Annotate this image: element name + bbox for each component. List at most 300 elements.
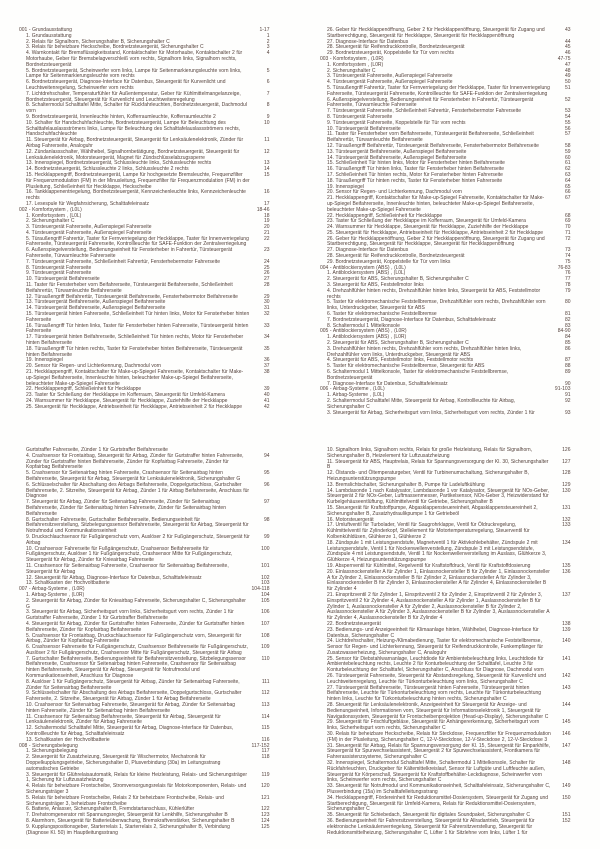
entry-page-number: 92 [564, 398, 571, 404]
toc-entry-row [26, 51, 269, 68]
entry-page-number: 52 [564, 96, 571, 103]
entry-text: 10. Signalhorn links, Signalhorn rechts, Relais für große Heizleistung, Relais für Signalhorn, Sicherungshalter B, Heizelement für Luftzusatzheizung [327, 447, 533, 459]
entry-text: 5. Crashsensor für Frontairbag, Druckschlauchsensor für Fußgängerschutz vorn, Steuergerät für Airbag, Zünder für Kopfairbag Fahrerseite [26, 632, 242, 645]
entry-text: 3. Drehzahlfühler hinten rechts, Drehzahlfühler vorn rechts, Drehzahlfühler hinten links, Drehzahlfühler vorn links, Unterdruckgeber, Steuergerät für ABS [327, 345, 522, 358]
entry-text: 11. Steuergerät für ABS, Hauptrelais, Relais für Spannungsversorgung der Kl. 30, Sicherungshalter B [327, 458, 549, 471]
entry-page-number: 65 [564, 183, 571, 190]
entry-page-number: 39 [263, 386, 270, 393]
entry-text: 18. Türaußengriff Tür hinten rechts, Taster für Fensterheber hinten Beifahrerseite, Türsteuergerät hinten Beifahrerseite [26, 345, 243, 358]
entry-text: 4. Relais für beheizbare Frontscheibe, Stromversorgungsrelais für Motorkomponenten, Relais- und Sicherungsträger 3 [26, 783, 247, 796]
entry-text: 30. Relais für beheizbare Heckscheibe, Relais für Steckdose, Frequenzfilter für Frequenzmodulation (FM) in der Plusleitung, Sicherungshalter C, 12-V-Steckdose, 12-V-Steckdose 2, 12-V-Steckdose 3 [327, 731, 551, 743]
entry-text: 23. Taster für Schließung der Heckklappe im Kofferraum, Steuergerät für Umfeld-Kamera [327, 218, 526, 225]
entry-text: 3. Türsteuergerät Fahrerseite, Außenspiegel Fahrerseite [327, 73, 453, 80]
entry-text: 19. Innenspiegel [327, 183, 364, 190]
entry-text: 4. Türsteuergerät Fahrerseite, Außenspiegel Fahrerseite [327, 79, 453, 86]
entry-text: 11. Crashsensor für Seitenairbag Beifahrerseite, Steuergerät für Airbag, Steuergerät für Lenksäulenelektronik, Zünder für Airbag Fahrerseite [26, 713, 221, 726]
toc-entry-row [327, 819, 570, 836]
entry-page-number: 145 [562, 719, 571, 726]
entry-page-number: 51 [564, 84, 571, 91]
toc-entry-row [327, 657, 570, 674]
entry-page-number: 120 [261, 783, 270, 790]
entry-text: 1. Antiblockiersystem (ABS) , (L0R) [327, 334, 407, 341]
entry-page-number: 103 [261, 580, 270, 587]
entry-page-number: 9 [266, 113, 270, 120]
entry-text: 21. Heckklappengriff, Kontaktschalter für Make-up-Spiegel Fahrerseite, Kontaktschalter für Make-up-Spiegel Beifahrerseite, Innenleuchte hinten, beleuchteter Make-up-Spiegel Beifahrerseite, beleuchteter Make-up-Spiegel Fahrerseite [26, 369, 244, 387]
entry-page-number: 97 [263, 499, 270, 506]
entry-text: 9. Schlüsselschalter für Abschaltung des Airbags Beifahrerseite, Doppelgurtschloss, Gurtschalter Fahrerseite, 2. Sitzreihe, Steuergerät für Airbag, Zünder 1 für Airbag Beifahrerseite [26, 690, 242, 703]
entry-text: 20. Einlassnockensteller A für Zylinder 1, Einlassnockensteller B für Zylinder 1, Einlassnockensteller A für Zylinder 2, Einlassnockensteller B für Zylinder 2, Einlassnockensteller A für Zylinder 3, Einlassnockensteller B für Zylinder 3, Einlassnockensteller A für Zylinder 4, Einlassnockensteller B für Zylinder 4 [327, 568, 550, 593]
entry-page-number: 31 [263, 305, 270, 312]
entry-text: 15. Schließeinheit Tür hinten links, Motor für Fensterheber hinten Beifahrerseite [327, 160, 505, 167]
entry-page-number: 133 [562, 522, 571, 529]
entry-page-number: 77 [564, 276, 571, 283]
entry-text: 5. Taster für elektromechanische Feststellbremse, Drehzahlfühler vorn rechts, Drehzahlfühler vorn links, Unterdruckgeber, Steuergerät für ABS [327, 299, 546, 312]
entry-text: 7. Diagnose-Interface für Datenbus, Schalttafeleinsatz [327, 380, 448, 387]
entry-page-number: 132 [562, 516, 571, 523]
entry-page-number: 69 [564, 218, 571, 225]
entry-page-number: 42 [263, 403, 270, 410]
entry-page-number: 88 [564, 363, 571, 370]
entry-page-number: 16 [263, 189, 270, 196]
entry-page-number: 112 [261, 690, 270, 697]
entry-text: 3. Steuergerät für Glührelaisautomatik, Relais für kleine Heizleistung, Relais- und Sicherungsträger 1, Sicherung für Luftzusatzheizung [26, 771, 247, 784]
entry-page-number: 124 [261, 818, 270, 824]
entry-page-number: 1-17 [259, 27, 270, 33]
entry-page-number: 11 [264, 137, 270, 144]
toc-entry-row [327, 196, 570, 213]
entry-page-number: 115 [261, 725, 270, 732]
toc-entry-row [327, 593, 570, 622]
entry-page-number: 54 [564, 113, 571, 120]
toc-entry-row [327, 639, 570, 656]
entry-page-number: 47 [564, 61, 571, 68]
entry-page-number: 131 [562, 504, 571, 511]
entry-text: 15. Heckklappengriff, Bordnetzsteuergerät, Lampe für hochgesetzte Bremsleuchte, Frequenzfilter für Frequenzmodulation (FM) in der Minusleitung, Frequenzfilter für Frequenzmodulation (FM) in der Plusleitung, Schließeinheit für Heckklappe, Heckscheibe [26, 171, 250, 190]
toc-column-bottom-left [19, 448, 269, 836]
toc-entry-row [26, 825, 269, 837]
entry-text: 14. Bordnetzsteuergerät, Schlussleuchte 2 links, Schlussleuchte 2 rechts [26, 166, 189, 173]
entry-page-number: 1 [266, 32, 270, 39]
entry-page-number: 146 [562, 731, 571, 738]
entry-text: 16. Tankklappenentriegelung, Bordnetzsteuergerät, Kennzeichenleuchte links, Kennzeichenleuchte rechts [26, 189, 246, 202]
entry-page-number: 57 [564, 131, 571, 138]
entry-page-number: 86 [564, 345, 571, 352]
entry-text: 11. Taster für Fensterheber vorn Beifahrerseite, Türsteuergerät Beifahrerseite, Schließeinheit Beifahrertür, Türwarnleuchte Beifahrerseite [26, 282, 233, 294]
entry-text: 1. Komfortsystem , (L0L) [26, 212, 82, 219]
entry-page-number: 117-152 [251, 742, 270, 749]
entry-text: 36. Bedienungseinheit für Fahrersitzverstellung, Steuergerät für Allradantrieb, Steuergerät für elektronische Lenksäulenverriegelung, Steuergerät für Fahrersitzverstellung, Steuergerät für Reduktionsmittelheizung, Sicherungshalter C, Lüfter 1 für Sitzlehne vorn links, Lüfter 1 für [327, 818, 535, 836]
entry-page-number: 91 [564, 392, 571, 399]
entry-text: 008 - Sicherungsbelegung [19, 742, 78, 749]
toc-entry-row [26, 121, 269, 138]
entry-page-number: 20 [263, 224, 270, 231]
toc-entry-row [327, 761, 570, 784]
entry-text: 15. Türsteuergerät hinten Fahrerseite, Schließeinheit Tür hinten links, Motor für Fensterheber hinten Fahrerseite [26, 311, 250, 323]
entry-page-number: 137 [562, 591, 571, 598]
entry-text: 007 - Airbag-Systeme , (L0R) [19, 586, 85, 593]
entry-page-number: 71 [564, 229, 571, 236]
entry-page-number: 102 [261, 574, 270, 581]
entry-page-number: 27 [263, 276, 270, 283]
entry-text: 12. Zündanlassschalter, Wählhebel, Signalhornbetätigung, Bordnetzsteuergerät, Steuergerät für Lenksäulenelektronik, Motorsteuergerät, Magnet für Zündschlüsselabzugssperre [26, 148, 240, 161]
index-page-top [19, 28, 589, 416]
toc-column-bottom-right [320, 448, 570, 836]
entry-text: 12. Ölstands- und Öltemperaturgeber, Ventil für Turbinenumschaltung, Sicherungshalter B, Heizungsunterstützungspumpe [327, 470, 529, 482]
entry-text: 6. Schaltermodul 1 Mittelkonsole, Taster für elektromechanische Feststellbremse, Bordnetzsteuergerät [327, 369, 509, 381]
toc-entry-row [327, 541, 570, 564]
entry-text: 001 - Grundausstattung [19, 27, 72, 33]
toc-entry-row [327, 703, 570, 720]
entry-text: 27. Diagnose-Interface für Datenbus [327, 38, 409, 45]
entry-text: 18. Zündspule 1 mit Leistungsendstufe, Magnetventil 1 für Aktivkohlebehälter, Zündspule 2 mit Leistungsendstufe, Ventil 1 für Nockenwellenverstellung, Zündspule 3 mit Leistungsendstufe, Zündspule 4 mit Leistungsendstufe, Ventil 1 für Nockenwellenverstellung im Auslass, Glühkerze 3, Glühkerze 4, Heizungsunterstützungspumpe [327, 539, 547, 564]
entry-text: 4. Crashsensor für Frontairbag, Steuergerät für Airbag, Zünder für Gurtstraffer hinten Fahrerseite, Zünder für Gurtstraffer hinten Beifahrerseite, Zünder für Kopfairbag Fahrerseite, Zünder für Kopfairbag Beifahrerseite [26, 452, 244, 471]
entry-page-number: 148 [562, 760, 571, 767]
entry-page-number: 85 [564, 340, 571, 347]
entry-page-number: 41 [263, 398, 270, 404]
entry-page-number: 64 [564, 177, 571, 184]
entry-page-number: 114 [261, 713, 270, 720]
entry-page-number: 34 [263, 334, 270, 341]
entry-text: 5. Bordnetzsteuergerät, Scheinwerfer vorn links, Lampe für Seitenmarkierungsleuchte vorn links, Lampe für Seitenmarkierungsleuchte vorn rechts [26, 67, 242, 80]
entry-text: 4. Drehzahlfühler hinten rechts, Drehzahlfühler hinten links, Steuergerät für ABS, Feststellmotor rechts [327, 287, 541, 300]
entry-text: 4. Warnkontakt für Bremsflüssigkeitsstand, Kontaktschalter für Motorhaube, Kontaktschalter 2 für Motorhaube, Geber für Bremsbelagverschleiß vorn rechts, Signalhorn links, Signalhorn rechts, Bordnetzsteuergerät [26, 50, 243, 68]
entry-text: 19. Innenspiegel [26, 357, 63, 364]
entry-page-number: 38 [263, 369, 270, 376]
entry-page-number: 32 [263, 311, 270, 318]
toc-entry-row [327, 523, 570, 540]
entry-text: 14. Lambdasonde 1 nach Katalysator, Lambdasonde 1 vor Katalysator, Steuergerät für NOx-Geber, Steuergerät 2 für NOx-Geber, Luftmassenmesser, Partikelsensor, NOx-Geber 3, Heizwiderstand für Kurbelgehäuseentlüftung, Kühlmittelventil für Getriebe, Sicherungshalter B [327, 487, 550, 506]
entry-text: 14. Türsteuergerät Beifahrerseite, Außenspiegel Beifahrerseite [26, 305, 166, 312]
entry-page-number: 2 [266, 38, 270, 45]
entry-page-number: 98 [263, 516, 270, 523]
entry-text: 27. Diagnose-Interface für Datenbus [327, 247, 409, 254]
entry-text: 4. Steuergerät für Airbag, Zünder für Gurtstraffer hinten Fahrerseite, Zünder für Gurtstraffer hinten Beifahrerseite, Zünder für Kopfairbag Beifahrerseite [26, 620, 245, 633]
entry-page-number: 56 [564, 125, 571, 132]
entry-page-number: 107 [261, 620, 270, 627]
toc-entry-row [26, 370, 269, 387]
entry-text: 3. Türsteuergerät Fahrerseite, Außenspiegel Fahrerseite [26, 224, 152, 231]
entry-text: 2. Sicherungshalter C [26, 218, 75, 225]
entry-page-number: 143 [562, 684, 571, 691]
entry-page-number: 33 [263, 322, 270, 329]
entry-page-number: 24 [263, 258, 270, 265]
entry-text: 28. Steuergerät für Reifendruckkontrolle, Bordnetzsteuergerät [327, 253, 465, 260]
entry-page-number: 129 [562, 481, 571, 488]
entry-page-number: 99 [263, 533, 270, 540]
entry-text: 11. Taster für Fensterheber vorn Beifahrerseite, Türsteuergerät Beifahrerseite, Schließeinheit Beifahrertür, Türwarnleuchte Beifahrerseite [327, 131, 534, 144]
entry-page-number: 138 [562, 620, 571, 627]
entry-text: 9. Druckschlauchsensor für Fußgängerschutz vorn, Auslöser 2 für Fußgängerschutz, Steuergerät für Airbag [26, 533, 250, 546]
entry-page-number: 130 [562, 487, 571, 494]
entry-text: 11. Steuergerät für Airbag, Bordnetzsteuergerät, Steuergerät für Lenksäulenelektronik, Zünder für Airbag Fahrerseite, Analoguhr [26, 137, 244, 149]
entry-page-number: 47-75 [557, 55, 571, 62]
index-page-bottom [19, 448, 589, 836]
entry-text: 23. Bedienungs- und Anzeigeeinheit für Klimaanlage hinten, Wählhebel, Diagnose-Interface für Datenbus, Sicherungshalter C [327, 626, 539, 639]
entry-text: 14. Türsteuergerät Beifahrerseite, Außenspiegel Beifahrerseite [327, 154, 467, 161]
entry-text: 6. Schlüsselschalter für Abschaltung des Airbags Beifahrerseite, Doppelgurtschloss, Gurtschalter Beifahrerseite, 2. Sitzreihe, Steuergerät für Airbag, Zünder 1 für Airbag Beifahrerseite, Anschluss für Diagnose [26, 481, 250, 500]
entry-text: 13. Bremslichtschalter, Sicherungshalter B, Pumpe für Ladeluftkühlung [327, 481, 485, 488]
entry-text: 4. Türsteuergerät Fahrerseite, Außenspiegel Fahrerseite [26, 229, 152, 236]
entry-text: 34. Heckklappengriff, Fördereinheit für Reduktionsmittel-Dosiersystem, Steuergerät für Zugang und Startberechtigung, Steuergerät für Umfeld-Kamera, Relais für Reduktionsmittel-Dosiersystem, Sicherungshalter C [327, 794, 549, 813]
entry-page-number: 83 [564, 322, 571, 329]
entry-page-number: 40 [263, 392, 270, 399]
entry-text: 8. Gurtschalter Fahrerseite, Gurtschalter Beifahrerseite, Bedienungseinheit für Beifahrersitzverstellung, Sitzbelegungssensor Beifahrerseite, Steuergerät für Airbag, Steuergerät für Notrufmodul und Kommunikationseinheit [26, 516, 249, 535]
entry-text: 8. Türsteuergerät Fahrerseite [327, 113, 393, 120]
entry-text: 29. Steuergerät für Frischluftgebläse, Steuergerät für Anhängererkennung, Sicherheitsgurt vorn links, Sicherheitsgurt vorn rechts, Sicherungshalter C [327, 719, 540, 732]
entry-page-number: 93 [564, 409, 571, 416]
entry-text: 27. Türsteuergerät Beifahrerseite, Türsteuergerät hinten Fahrerseite, Türsteuergerät hinten Beifahrerseite, Leuchte für Türkonturbeleuchtung vorn rechts, Leuchte für Türkonturbeleuchtung hinten links, Leuchte für Türkonturbeleuchtung hinten rechts, Sicherungshalter C [327, 684, 542, 703]
entry-page-number: 152 [562, 818, 571, 824]
toc-entry-row [327, 570, 570, 593]
entry-text: 24. Warnsummer für Heckklappe, Steuergerät für Heckklappe, Zuziehhilfe der Heckklappe [327, 224, 529, 231]
entry-page-number: 25 [263, 264, 270, 271]
entry-text: 3. Steuergerät für Airbag, Sicherheitsgurt vorn links, Sicherheitsgurt vorn rechts, Zünder 1 für Gurtstraffer Fahrerseite, Zünder 1 für Gurtstraffer Beifahrerseite [26, 609, 234, 622]
entry-page-number: 5 [266, 67, 270, 74]
toc-entry-row [327, 411, 570, 417]
entry-text: 8. Auslöser 1 für Fußgängerschutz, Steuergerät für Airbag, Zünder für Seitenairbag Fahrerseite, Zünder für Seitenairbag Beifahrerseite [26, 678, 240, 691]
entry-text: 1. Komfortsystem , (L0R) [327, 61, 384, 68]
entry-text: 13. Innenspiegel, Bordnetzsteuergerät, Schlussleuchte links, Schlussleuchte rechts [26, 160, 212, 167]
entry-text: 8. Türsteuergerät Fahrerseite [26, 264, 92, 271]
entry-page-number: 29 [263, 293, 270, 300]
entry-text: 25. Steuergerät für Heckklappe, Antriebseinheit für Heckklappe, Antriebseinheit 2 für Heckklappe [26, 403, 243, 410]
entry-text: 5. Türaußengriff Fahrertür, Taster für Fernverriegelung der Heckklappe, Taster für Innenverriegelung Fahrerseite, Türsteuergerät Fahrerseite, Kontrollleuchte für SAFE-Funktion der Zentralverriegelung [327, 84, 550, 97]
entry-text: 25. Steuergerät für Heckklappe, Antriebseinheit für Heckklappe, Antriebseinheit 2 für Heckklappe [327, 229, 544, 236]
entry-text: 22. Heckklappengriff, Schließeinheit für Heckklappe [26, 386, 142, 393]
entry-text: 6. Batterie, Anlasser, Sicherungshalter B, Fremdstartanschluss, Kühlerlüfter [26, 806, 195, 813]
entry-text: 1. Grundausstattung [26, 32, 72, 39]
entry-page-number: 84 [564, 334, 571, 341]
entry-text: 8. Schaltermodul 1 Mittelkonsole [327, 322, 400, 329]
entry-text: 003 - Komfortsystem , (L0R) [320, 55, 384, 62]
entry-page-number: 72 [564, 235, 571, 242]
entry-text: 24. Lichtdrehschalter, Heizung-/Klimabedienung, Taster für elektromechanische Feststellbremse, Sensor für Regen- und Lichterkennung, Steuergerät für Reifendruckkontrolle, Funkempfänger für Zusatzwasserheizung, Sicherungshalter C, Analoguhr [327, 638, 544, 656]
entry-page-number: 62 [564, 166, 571, 173]
entry-text: 7. Bordnetzsteuergerät, Diagnose-Interface für Datenbus, Schalttafeleinsatz [327, 316, 496, 323]
toc-entry-row [26, 173, 269, 190]
entry-text: 26. Geber für Heckklappenöffnung, Geber 2 für Heckklappenöffnung, Steuergerät für Zugang und Startberechtigung, Steuergerät für Heckklappe, Steuergerät für Heckklappenöffnung [327, 27, 545, 39]
entry-page-number: 66 [564, 189, 571, 196]
toc-entry-row [26, 454, 269, 471]
entry-page-number: 136 [562, 568, 571, 575]
entry-page-number: 113 [261, 702, 270, 709]
entry-page-number: 118 [261, 754, 270, 761]
entry-text: 1. Antiblockiersystem (ABS) , (L0L) [327, 270, 406, 277]
entry-page-number: 119 [261, 771, 270, 778]
entry-page-number: 81 [564, 311, 571, 318]
entry-page-number: 110 [261, 655, 270, 662]
entry-text: 2. Steuergerät für Zusatzheizung, Steuergerät für Wischermotor, Mechatronik für Doppelkupplungsgetriebe, Sicherungshalter D, Plusverbindung (30a) im Leitungsstrang automatisches Getriebe [26, 754, 221, 772]
entry-page-number: 70 [564, 224, 571, 231]
entry-page-number: 142 [562, 673, 571, 680]
toc-column-top-right [320, 28, 570, 416]
entry-page-number: 111 [261, 678, 270, 685]
entry-page-number: 58 [564, 142, 571, 149]
entry-text: 9. Türsteuergerät Fahrerseite [26, 270, 92, 277]
entry-page-number: 141 [562, 655, 571, 662]
entry-page-number: 90 [564, 380, 571, 387]
entry-text: 11. Crashsensor für Seitenairbag Fahrerseite, Crashsensor für Seitenairbag Beifahrerseite, Steuergerät für Airbag [26, 562, 229, 575]
entry-page-number: 44 [564, 38, 571, 45]
entry-page-number: 125 [261, 823, 270, 830]
entry-text: 10. Crashsensor Fahrerseite für Fußgängerschutz, Crashsensor Beifahrerseite für Fußgängerschutz, Auslöser 1 für Fußgängerschutz, Crashsensor Mitte für Fußgängerschutz, Steuergerät für Airbag, Zünder für Knieairbag Fahrerseite [26, 545, 233, 564]
entry-page-number: 121 [261, 794, 270, 801]
entry-page-number: 26 [263, 270, 270, 277]
entry-page-number: 63 [564, 171, 571, 178]
entry-text: 7. Drehstromgenerator mit Spannungsregler, Steuergerät für Lenkhilfe, Sicherungshalter B [26, 812, 228, 819]
entry-text: 35. Steuergerät für Schiebedach, Steuergerät für digitales Soundpaket, Sicherungshalter C [327, 812, 531, 819]
entry-page-number: 67 [564, 195, 571, 202]
entry-page-number: 78 [564, 282, 571, 289]
entry-text: 33. Steuergerät für Notrufmodul und Kommunikationseinheit, Schalttafeleinsatz, Sicherungshalter C, Plusverbindung (15a) im Schalttafelleitungsstrang [327, 783, 551, 796]
entry-page-number: 151 [562, 812, 571, 819]
entry-text: 6. Taster für elektromechanische Feststellbremse [327, 311, 437, 318]
entry-page-number: 95 [263, 470, 270, 477]
entry-page-number: 28 [263, 282, 270, 289]
entry-page-number: 91-103 [554, 386, 571, 393]
entry-page-number: 59 [564, 148, 571, 155]
entry-text: 6. Bordnetzsteuergerät, Diagnose-Interface für Datenbus, Steuergerät für Kurvenlicht und Leuchtweitenregelung, Scheinwerfer vorn rechts [26, 79, 226, 91]
entry-page-number: 4 [266, 50, 270, 57]
entry-page-number: 18 [263, 212, 270, 219]
entry-text: 2. Steuergerät für Airbag, Zünder für Knieairbag Fahrerseite, Sicherungshalter C, Sicherungshalter G [26, 597, 246, 610]
entry-text: 12. Türaußengriff Beifahrertür, Türsteuergerät Beifahrerseite, Fensterhebermotor Beifahrerseite [327, 142, 539, 149]
entry-text: 7. Türsteuergerät Fahrerseite, Schließeinheit Fahrertür, Fensterhebermotor Fahrerseite [327, 108, 521, 115]
entry-text: 7. Türsteuergerät Fahrerseite, Schließeinheit Fahrertür, Fensterhebermotor Fahrerseite [26, 258, 220, 265]
entry-page-number: 13 [263, 160, 270, 167]
entry-text: 16. Türaußengriff Tür hinten links, Taster für Fensterheber hinten Beifahrerseite [327, 166, 505, 173]
entry-text: 2. Schaltermodul Schalttafel Mitte, Steuergerät für Airbag, Kontrollleuchte für Airbag, Sicherungshalter C [327, 398, 516, 410]
entry-page-number: 104-118 [251, 586, 270, 593]
entry-text: 1. Airbag-Systeme , (L0R) [26, 591, 85, 598]
entry-page-number: 101 [261, 562, 270, 569]
entry-text: 29. Bordnetzsteuergerät, Koppelstelle für Tür vorn rechts [327, 50, 455, 57]
entry-text: 17. Türsteuergerät hinten Beifahrerseite, Schließeinheit Tür hinten rechts, Motor für Fensterheber hinten Beifahrerseite [26, 334, 244, 347]
entry-page-number: 94 [263, 452, 270, 459]
entry-text: 10. Crashsensor für Seitenairbag Fahrerseite, Steuergerät für Airbag, Zünder für Seitenairbag hinten Fahrerseite, Zünder für Seitenairbag hinten Beifahrerseite [26, 702, 236, 714]
entry-page-number: 128 [562, 470, 571, 477]
entry-page-number: 60 [564, 154, 571, 161]
entry-page-number: 48 [564, 67, 571, 74]
entry-text: 3. Relais für beheizbare Heckscheibe, Bordnetzsteuergerät, Sicherungshalter C [26, 44, 204, 51]
entry-page-number: 84-90 [557, 328, 571, 335]
entry-text: 26. Türsteuergerät Fahrerseite, Steuergerät für Abstandsregelung, Steuergerät für Kurvenlicht und Leuchtweitenregelung, Leuchte für Türkonturbeleuchtung vorn links, Sicherungshalter C [327, 673, 547, 685]
entry-text: 5. Türaußengriff Fahrertür, Taster für Fernverriegelung der Heckklappe, Taster für Innenverriegelung Fahrerseite, Türsteuergerät Fahrerseite, Kontrollleuchte für SAFE-Funktion der Zentralverriegelung [26, 235, 249, 248]
entry-page-number: 89 [564, 369, 571, 376]
entry-text: 1. Sicherungsbelegung [26, 748, 78, 755]
entry-page-number: 35 [263, 345, 270, 352]
entry-text: 28. Steuergerät für Lenksäulenelektronik, Anzeigeeinheit für Steuergerät für Anzeige- und Bedienungseinheit, Informationen vorn, Steuergerät für Informationselektronik 1, Steuergerät für Navigationssystem, Steuergerät für Frontscheibenprojektion (Head-up-Display), Sicherungshalter C [327, 702, 549, 720]
entry-text: 4. Steuergerät für ABS, Feststellmotor links, Feststellmotor rechts [327, 357, 474, 364]
toc-entry-row [327, 796, 570, 813]
entry-page-number: 87 [564, 357, 571, 364]
entry-page-number: 127 [562, 458, 571, 465]
toc-column-top-left [19, 28, 269, 416]
entry-text: Gurtstraffer Fahrerseite, Zünder 1 für Gurtstraffer Beifahrerseite [26, 447, 168, 453]
entry-page-number: 76-83 [557, 264, 571, 271]
toc-entry-row [327, 686, 570, 703]
entry-text: 10. Schalter für Handschuhfachleuchte, Bordnetzsteuergerät, Lampe für Beleuchtung des Schalttafelauslassströmers links, Lampe für Beleuchtung des Schalttafelauslassströmers rechts, Handschuhfachleuchte [26, 119, 240, 138]
entry-text: 24. Warnsummer für Heckklappe, Steuergerät für Heckklappe, Zuziehhilfe der Heckklappe [26, 398, 228, 404]
entry-page-number: 15 [263, 171, 270, 178]
entry-text: 17. Umluftventil für Turbolader, Ventil für Saugrohrklappe, Ventil für Öldruckregelung, Kühlmittelventil für Zylinderkopf, Stellelement für Motortemperaturregelung, Steuerventil für Kolbenkühldüsen, Glühkerze 1, Glühkerze 2 [327, 522, 530, 540]
entry-page-number: 117 [261, 748, 270, 755]
entry-text: 28. Steuergerät für Reifendruckkontrolle, Bordnetzsteuergerät [327, 44, 465, 51]
entry-page-number: 7 [266, 90, 270, 97]
entry-page-number: 61 [564, 160, 571, 167]
entry-page-number: 116 [261, 736, 270, 743]
entry-text: 9. Kupplungspositionsgeber, Starterrelais 1, Starterrelais 2, Sicherungshalter B, Verbindung (Diagnose Kl. 50) im Hauptleitungsstrang [26, 823, 230, 836]
entry-page-number: 74 [564, 253, 571, 260]
entry-text: 5. Taster für elektromechanische Feststellbremse, Steuergerät für ABS [327, 363, 485, 370]
entry-text: 7. Gurtschalter Beifahrerseite, Bedienungseinheit für Beifahrersitzverstellung, Sitzbelegungssensor Beifahrerseite, Crashsensor für Seitenairbag hinten Fahrerseite, Crashsensor für Seitenairbag hinten Beifahrerseite, Steuergerät für Airbag, Steuergerät für Notrufmodul und Kommunikationseinheit, Anschluss für Diagnose [26, 655, 246, 680]
toc-entry-row [26, 483, 269, 500]
entry-text: 25. Sensor für Diebstahlwarnanlage, Leuchtdiode für Ambientebeleuchtung links, Leuchtdiode für Ambientebeleuchtung rechts, Leuchte 2 für Konturbeleuchtung der Schalttafel, Leuchte 3 für Konturbeleuchtung der Schalttafel, Sicherungshalter C, Anschluss für Diagnose, Dachmodul vorn [327, 655, 544, 674]
toc-entry-row [26, 500, 269, 517]
entry-page-number: 149 [562, 783, 571, 790]
entry-text: 5. Relais für beheizbare Frontscheibe, Relais 2 für beheizbare Frontscheibe, Relais- und Sicherungsträger 3, beheizbare Frontscheibe [26, 794, 224, 807]
entry-text: 18. Türaußengriff Tür hinten rechts, Taster für Fensterheber hinten Fahrerseite [327, 177, 503, 184]
entry-text: 002 - Komfortsystem , (L0L) [19, 206, 82, 213]
entry-page-number: 147 [562, 742, 571, 749]
entry-page-number: 75 [564, 258, 571, 265]
entry-page-number: 126 [562, 447, 571, 453]
entry-text: 12. Türaußengriff Beifahrertür, Türsteuergerät Beifahrerseite, Fensterhebermotor Beifahrerseite [26, 293, 238, 300]
entry-page-number: 10 [263, 119, 270, 126]
entry-page-number: 96 [263, 481, 270, 488]
entry-text: 5. Crashsensor für Seitenairbag hinten Fahrerseite, Crashsensor für Seitenairbag hinten Beifahrerseite, Steuergerät für Airbag, Steuergerät für Lenksäulenelektronik, Sicherungshalter G [26, 470, 241, 482]
entry-text: 19. Absperrventil für Kühlmittel, Regelventil für Kraftstoffdruck, Ventil für Kraftstoffdosierung [327, 562, 531, 569]
entry-page-number: 19 [263, 218, 270, 225]
entry-page-number: 55 [564, 119, 571, 126]
entry-page-number: 80 [564, 299, 571, 306]
entry-page-number: 17 [263, 200, 270, 207]
entry-page-number: 18-46 [256, 206, 270, 213]
entry-text: 6. Crashsensor Fahrerseite für Fußgängerschutz, Crashsensor Beifahrerseite für Fußgängerschutz, Auslöser 2 für Fußgängerschutz, Crashsensor Mitte für Fußgängerschutz, Steuergerät für Airbag [26, 644, 248, 656]
entry-page-number: 108 [261, 632, 270, 639]
entry-text: 8. Alarmhorn, Steuergerät für Batterieüberwachung, Bremskraftverstärker, Sicherungshalter B [26, 818, 235, 824]
entry-text: 9. Türsteuergerät Fahrerseite, Koppelstelle für Tür vorn rechts [327, 119, 466, 126]
entry-page-number: 50 [564, 79, 571, 86]
entry-text: 12. Steuergerät für Airbag, Diagnose-Interface für Datenbus, Schalttafeleinsatz [26, 574, 202, 581]
entry-text: 13. Schaltkasten der Hochvoltbatterie [26, 580, 110, 587]
entry-page-number: 68 [564, 212, 571, 219]
entry-text: 21. Heckklappengriff, Kontaktschalter für Make-up-Spiegel Fahrerseite, Kontaktschalter für Make-up-Spiegel Beifahrerseite, Innenleuchte hinten, beleuchteter Make-up-Spiegel Beifahrerseite, beleuchteter Make-up-Spiegel Fahrerseite [327, 195, 545, 213]
entry-page-number: 36 [263, 357, 270, 364]
toc-entry-row [26, 405, 269, 411]
entry-text: 16. Motorsteuergerät [327, 516, 374, 523]
entry-page-number: 12 [263, 148, 270, 155]
entry-text: 3. Steuergerät für Airbag, Sicherheitsgurt vorn links, Sicherheitsgurt vorn rechts, Zünder 1 für [327, 409, 535, 416]
entry-page-number: 46 [564, 50, 571, 57]
entry-page-number: 109 [261, 644, 270, 651]
toc-entry-row [327, 489, 570, 506]
entry-text: 32. Innenspiegel, Schaltermodul Schalttafel Mitte, Schaltermodul 1 Mittelkonsole, Schalter für Rückfahrleuchten, Druckgeber für Kältemittelkreislauf, Sensor für Luftgüte und Luftfeuchte außen, Steuergerät für Körperschall, Steuergerät für Kraftstoffbehälter-Leckdiagnose, Scheinwerfer vorn links, Scheinwerfer vorn rechts, Sicherungshalter C [327, 760, 546, 784]
entry-page-number: 43 [564, 27, 571, 33]
entry-page-number: 49 [564, 73, 571, 80]
entry-page-number: 140 [562, 638, 571, 645]
entry-text: 20. Sensor für Regen- und Lichterkennung, Dachmodul vorn [26, 363, 162, 370]
entry-page-number: 82 [564, 316, 571, 323]
entry-text: 21. Einspritzventil 2 für Zylinder 1, Einspritzventil 2 für Zylinder 2, Einspritzventil 2 für Zylinder 3, Einspritzventil 2 für Zylinder 4, Auslassnockensteller A für Zylinder 1, Auslassnockensteller B für Zylinder 1, Auslassnockensteller A für Zylinder 2, Auslassnockensteller B für Zylinder 2, Auslassnockensteller A für Zylinder 3, Auslassnockensteller B für Zylinder 3, Auslassnockensteller A für Zylinder 4, Auslassnockensteller B für Zylinder 4 [327, 591, 550, 622]
entry-page-number: 79 [564, 287, 571, 294]
entry-text: 13. Schaltkasten der Hochvoltbatterie [26, 736, 110, 743]
entry-text: 29. Bordnetzsteuergerät, Koppelstelle für Tür vorn links [327, 258, 451, 265]
entry-text: 006 - Airbag-Systeme , (L0L) [320, 386, 385, 393]
entry-text: 7. Steuergerät für Airbag, Zünder für Seitenairbag Fahrerseite, Zünder für Seitenairbag Beifahrerseite, Zünder für Seitenairbag hinten Fahrerseite, Zünder für Seitenairbag hinten Beifahrerseite [26, 499, 226, 517]
entry-page-number: 150 [562, 794, 571, 801]
entry-page-number: 73 [564, 247, 571, 254]
